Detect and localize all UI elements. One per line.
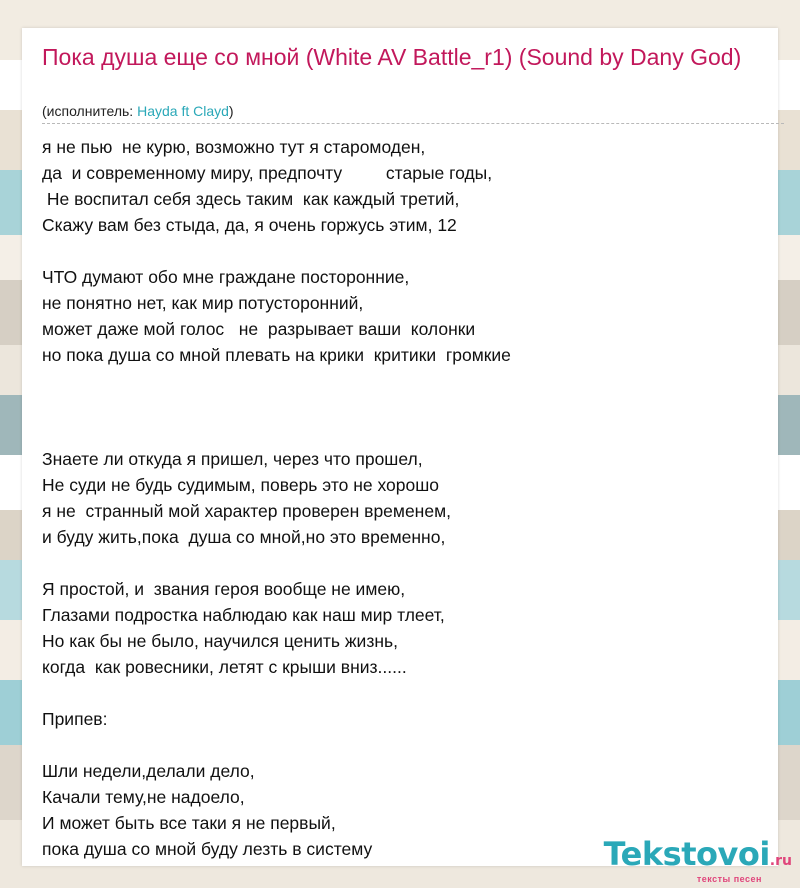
lyric-line: Шли недели,делали дело,: [42, 761, 255, 781]
lyric-blank-line: [42, 394, 762, 420]
lyric-line: Я простой, и звания героя вообще не имею,: [42, 579, 406, 599]
artist-link[interactable]: Hayda ft Clayd: [137, 103, 229, 119]
lyric-blank-line: [42, 368, 762, 394]
logo-wordmark: [604, 837, 792, 878]
artist-suffix: ): [228, 103, 234, 119]
lyric-line: и буду жить,пока душа со мной,но это временно,: [42, 527, 446, 547]
lyric-line: Скажу вам без стыда, да, я очень горжусь этим, 12: [42, 215, 457, 235]
lyrics-card: [22, 28, 778, 866]
lyric-line: Припев:: [42, 709, 108, 729]
lyric-line: Глазами подростка наблюдаю как наш мир тлеет,: [42, 605, 445, 625]
lyrics-text: [42, 134, 762, 862]
lyric-line: пока душа со мной буду лезть в систему: [42, 839, 373, 859]
lyric-blank-line: [42, 732, 762, 758]
lyric-line: может даже мой голос не разрывает ваши колонки: [42, 319, 476, 339]
lyric-line: И может быть все таки я не первый,: [42, 813, 336, 833]
lyric-line: Качали тему,не надоело,: [42, 787, 245, 807]
lyric-blank-line: [42, 420, 762, 446]
logo-main-text: Tekstovoi: [603, 835, 770, 873]
lyric-line: Знаете ли откуда я пришел, через что прошел,: [42, 449, 423, 469]
lyric-blank-line: [42, 680, 762, 706]
song-title: Пока душа еще со мной (White AV Battle_r1) (Sound by Dany God): [42, 44, 742, 70]
lyric-line: Не суди не будь судимым, поверь это не хорошо: [42, 475, 440, 495]
lyric-blank-line: [42, 238, 762, 264]
artist-prefix: (исполнитель:: [42, 103, 138, 119]
lyric-line: но пока душа со мной плевать на крики критики громкие: [42, 345, 511, 365]
lyric-line: когда как ровесники, летят с крыши вниз......: [42, 657, 407, 677]
lyric-blank-line: [42, 550, 762, 576]
site-logo[interactable]: [604, 837, 792, 884]
lyric-line: я не странный мой характер проверен временем,: [42, 501, 451, 521]
logo-domain: .ru: [769, 853, 792, 869]
lyric-line: Но как бы не было, научился ценить жизнь,: [42, 631, 398, 651]
logo-tagline: тексты песен: [696, 874, 762, 884]
lyric-line: Не воспитал себя здесь таким как каждый третий,: [42, 189, 460, 209]
lyric-line: да и современному миру, предпочту старые годы,: [42, 163, 493, 183]
lyric-line: не понятно нет, как мир потусторонний,: [42, 293, 364, 313]
artist-line: [42, 102, 234, 120]
divider: [42, 123, 784, 124]
lyric-line: я не пью не курю, возможно тут я старомоден,: [42, 137, 426, 157]
lyric-line: ЧТО думают обо мне граждане посторонние,: [42, 267, 410, 287]
